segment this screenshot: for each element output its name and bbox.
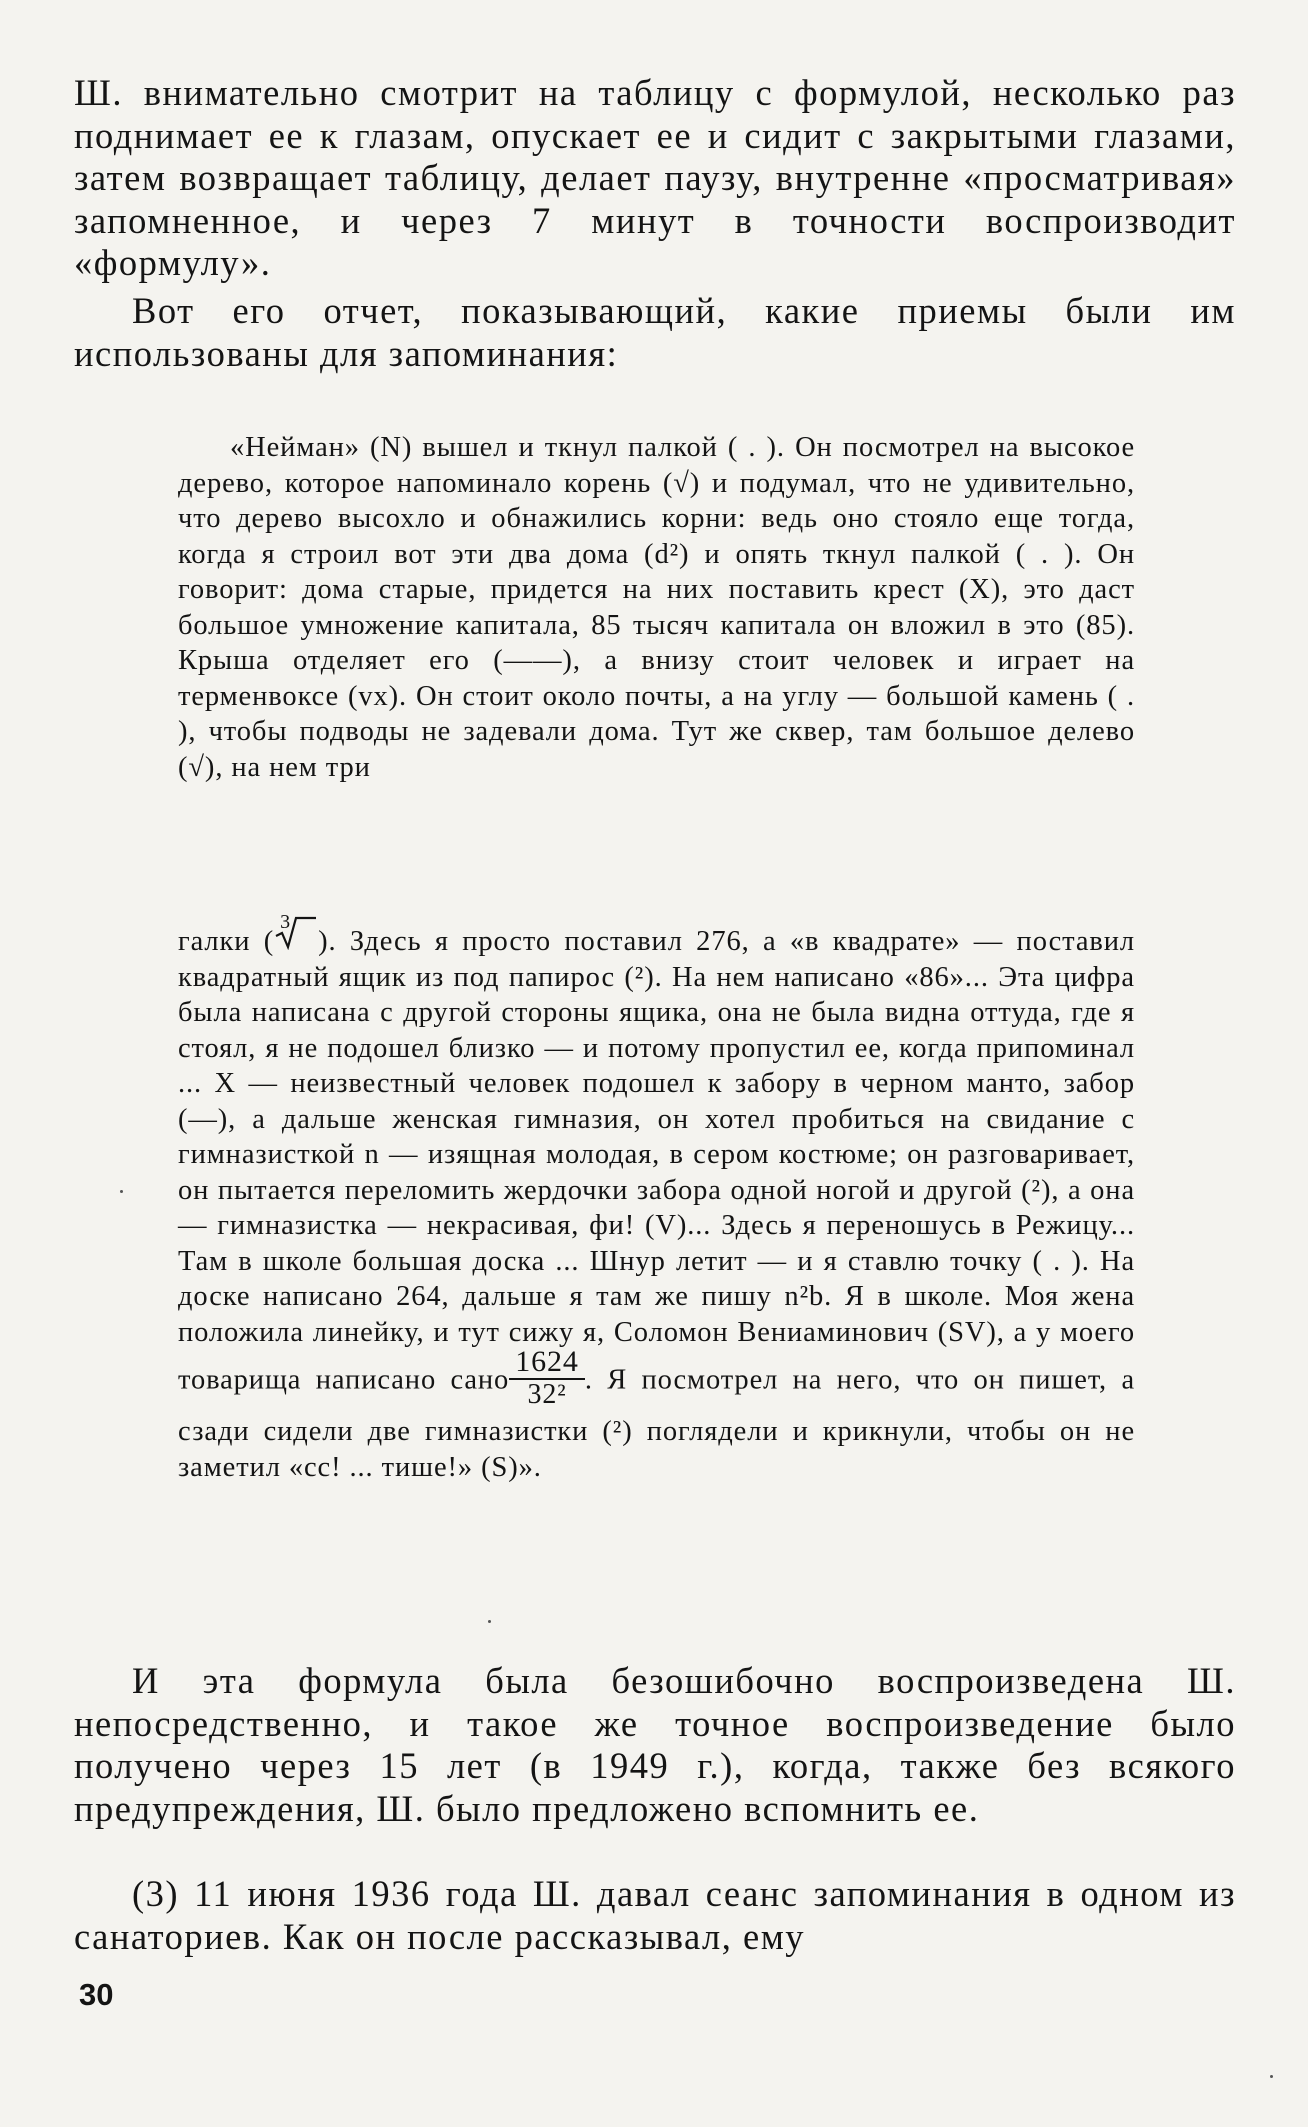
quote-text-after-frac: . Я посмотрел на него, что он пишет, а сзади [178,1364,1135,1447]
paragraph-reproduction: И эта формула была безошибочно воспроизведена Ш. непосредственно, и такое же точное воспроизведение было получено через 15 лет (в 1949 г.), когда, также без всякого предупреждения, Ш. было предложено вспомнить ее. [74,1660,1236,1829]
quote-report-part-2 [178,911,1135,1485]
fraction-1624-over-32sq [509,1346,585,1410]
cube-root-symbol [274,911,318,950]
paragraph-report-intro: Вот его отчет, показывающий, какие приемы были им использованы для запоминания: [74,290,1236,374]
quote-report-part-1: «Нейман» (N) вышел и ткнул палкой ( . ). Он посмотрел на высокое дерево, которое напоминало корень (√) и подумал, что не удивительно, что дерево высохло и обнажились корни: ведь оно стояло еще тогда, когда я строил вот эти два дома (d²) и опять ткнул палкой ( . ). Он говорит: дома старые, придется на них поставить крест (X), это даст большое умножение капитала, 85 тысяч капитала он вложил в это (85). Крыша отделяет его (——), а внизу стоит человек и играет на терменвоксе (vx). Он стоит около почты, а на углу — большой камень ( . ), чтобы подводы не задевали дома. Тут же сквер, там большое делево (√), на нем три [178,432,1135,783]
page-number: 30 [79,1977,114,2012]
fraction-denominator: 32² [509,1378,585,1410]
print-speck [120,1190,123,1193]
cube-root-index: 3 [280,911,292,933]
quote-report-part-4: сидели две гимназистки (²) поглядели и крикнули, чтобы он не заметил «сс! ... тише!» (S)». [178,1416,1135,1483]
quote-text-before-root: галки ( [178,926,275,957]
quote-text-frac-prefix: сано [450,1364,510,1396]
print-speck [1270,2075,1273,2078]
quote-text-after-root: ). Здесь я просто поставил 276, а «в квадрате» — поставил квадратный ящик из под папирос (²). На нем написано «86»... Эта цифра была написана с другой стороны ящика, она не была видна оттуда, где я стоял, я не подошел близко — и потому пропустил ее, когда припоминал ... X — неизвестный человек подошел к забору в черном манто, забор (—), а дальше женская гимназия, он хотел пробиться на свидание с гимназисткой n — изящная молодая, в сером костюме; он разговаривает, он пытается переломить жердочки забора одной ногой и другой (²), а она — гимназистка — некрасивая, фи! (V)... Здесь я переношусь в Режицу... Там в школе большая доска ... Шнур летит — и я ставлю точку ( . ). На доске написано 264, дальше я там же пишу n²b. Я в школе. Моя жена положила линейку, и тут сижу я, Соломон Вениаминович (SV), а у моего товарища написано [178,926,1135,1396]
paragraph-intro: Ш. внимательно смотрит на таблицу с формулой, несколько раз поднимает ее к глазам, опускает ее и сидит с закрытыми глазами, затем возвращает таблицу, делает паузу, внутренне «просматривая» запомненное, и через 7 минут в точности воспроизводит «формулу». [74,72,1236,283]
print-speck [488,1620,491,1623]
fraction-numerator: 1624 [515,1345,579,1378]
paragraph-session: (3) 11 июня 1936 года Ш. давал сеанс запоминания в одном из санаториев. Как он после рассказывал, ему [74,1873,1236,1957]
